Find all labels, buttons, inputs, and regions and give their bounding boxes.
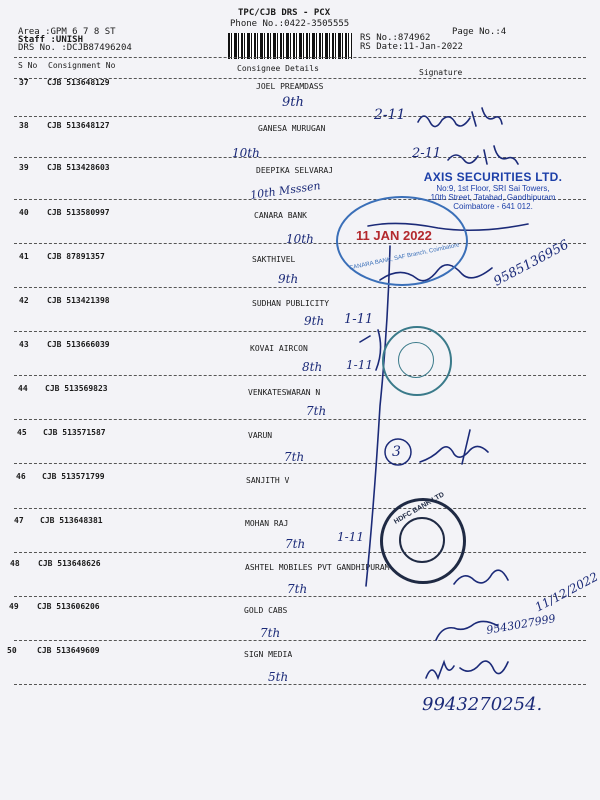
row-sno: 37 <box>19 78 29 87</box>
signature-row-49 <box>436 621 498 640</box>
row-consignee: SIGN MEDIA <box>244 650 293 659</box>
row-consignee: DEEPIKA SELVARAJ <box>256 166 334 175</box>
round-stamp <box>382 326 452 396</box>
row-consignee: MOHAN RAJ <box>245 519 289 528</box>
row-sno: 40 <box>19 208 29 217</box>
stamp-address-line: 10th Street, Tatabad, Gandhipuram <box>430 193 556 202</box>
row-sno: 50 <box>7 646 17 655</box>
stamp-bank-text: CANARA BANK, SAF Branch, Coimbatore <box>348 242 461 272</box>
column-header-signature: Signature <box>419 68 463 77</box>
row-sno: 44 <box>18 384 28 393</box>
row-sno: 38 <box>19 121 29 130</box>
page-number: Page No.:4 <box>452 27 507 37</box>
document-title: TPC/CJB DRS - PCX <box>238 8 331 18</box>
row-sno: 41 <box>19 252 29 261</box>
stamp-date: 11 JAN 2022 <box>356 228 432 243</box>
row-sno: 39 <box>19 163 29 172</box>
hdfc-bank-stamp <box>380 491 466 584</box>
handwritten-note: 10th Msssen <box>249 179 322 202</box>
stamp-company-name: AXIS SECURITIES LTD. <box>423 170 563 184</box>
row-consignment: CJB 513649609 <box>37 646 100 655</box>
handwritten-date: 1-11 <box>346 358 373 372</box>
row-consignment: CJB 513666039 <box>47 340 110 349</box>
rs-date: RS Date:11-Jan-2022 <box>360 42 463 52</box>
handwritten-note: 7th <box>284 450 305 464</box>
handwritten-note: 7th <box>306 404 327 418</box>
column-header-sno: S No <box>18 61 38 70</box>
row-consignment: CJB 513571799 <box>42 472 105 481</box>
rs-number: RS No.:874962 <box>360 33 431 43</box>
row-consignee: JOEL PREAMDASS <box>256 82 324 91</box>
stamp-address-line: Coimbatore - 641 012. <box>453 202 533 211</box>
row-consignment: CJB 513648129 <box>47 78 110 87</box>
row-consignment: CJB 513571587 <box>43 428 106 437</box>
row-consignment: CJB 513421398 <box>47 296 110 305</box>
axis-securities-stamp <box>398 170 588 211</box>
handwritten-phone: 9943270254. <box>422 694 543 715</box>
signature-row-37 <box>418 108 502 127</box>
row-consignee: VENKATESWARAN N <box>248 388 321 397</box>
row-consignee: ASHTEL MOBILES PVT GANDHIPURAM <box>245 563 390 572</box>
signature-row-48 <box>454 570 508 584</box>
hdfc-stamp-inner <box>399 517 445 563</box>
circled-number: 3 <box>392 444 401 460</box>
handwritten-date: 1-11 <box>344 312 374 327</box>
column-header-consignment: Consignment No <box>48 61 116 70</box>
stamp-address-line: No:9, 1st Floor, SRI Sai Towers, <box>436 184 550 193</box>
area-label: Area :GPM 6 7 8 ST <box>18 27 116 37</box>
handwritten-note: 8th <box>302 360 323 374</box>
row-consignee: GANESA MURUGAN <box>258 124 326 133</box>
row-consignment: CJB 513428603 <box>47 163 110 172</box>
circled-number-ring <box>385 439 411 465</box>
phone-number: Phone No.:0422-3505555 <box>230 19 350 29</box>
row-sno: 43 <box>19 340 29 349</box>
handwritten-note: 7th <box>287 582 308 596</box>
handwritten-phone: 9585136956 <box>491 237 572 290</box>
handwritten-date: 1-11 <box>337 530 364 544</box>
row-sno: 48 <box>10 559 20 568</box>
handwritten-date: 2-11 <box>412 146 442 161</box>
row-consignment: CJB 513569823 <box>45 384 108 393</box>
row-consignee: SAKTHIVEL <box>252 255 296 264</box>
row-consignee: SANJITH V <box>246 476 290 485</box>
staff-label: Staff :UNISH <box>18 35 84 45</box>
row-consignment: CJB 87891357 <box>47 252 105 261</box>
drs-number: DRS No. :DCJB87496204 <box>18 43 132 53</box>
row-sno: 46 <box>16 472 26 481</box>
row-consignee: KOVAI AIRCON <box>250 344 308 353</box>
signature-row-43 <box>360 330 381 370</box>
row-consignment: CJB 513606206 <box>37 602 100 611</box>
row-sno: 45 <box>17 428 27 437</box>
handwritten-note: 10th <box>286 232 314 246</box>
column-header-consignee: Consignee Details <box>237 64 319 73</box>
row-sno: 47 <box>14 516 24 525</box>
row-consignee: CANARA BANK <box>254 211 307 220</box>
row-sno: 42 <box>19 296 29 305</box>
row-consignment: CJB 513648381 <box>40 516 103 525</box>
row-sno: 49 <box>9 602 19 611</box>
handwritten-note: 10th <box>232 146 260 160</box>
stamp-bank-text: HDFC BANK LTD <box>393 491 446 526</box>
row-consignee: SUDHAN PUBLICITY <box>252 299 330 308</box>
handwritten-note: 7th <box>285 537 306 551</box>
handwritten-note: 7th <box>260 626 281 640</box>
signature-row-45 <box>420 430 488 464</box>
row-consignment: CJB 513580997 <box>47 208 110 217</box>
signature-row-50 <box>426 661 508 678</box>
signature-row-38 <box>448 146 518 164</box>
handwritten-date: 11/12/2022 <box>532 569 600 615</box>
handwritten-note: 9th <box>304 314 325 328</box>
row-consignment: CJB 513648127 <box>47 121 110 130</box>
handwritten-note: 9th <box>278 272 299 286</box>
handwritten-note: 5th <box>268 670 289 684</box>
row-consignee: GOLD CABS <box>244 606 288 615</box>
handwritten-note: 9th <box>282 95 304 110</box>
row-consignment: CJB 513648626 <box>38 559 101 568</box>
handwritten-date: 2-11 <box>374 107 406 123</box>
handwritten-phone: 9543027999 <box>485 612 557 637</box>
row-consignee: VARUN <box>248 431 273 440</box>
round-stamp-inner <box>398 342 434 378</box>
